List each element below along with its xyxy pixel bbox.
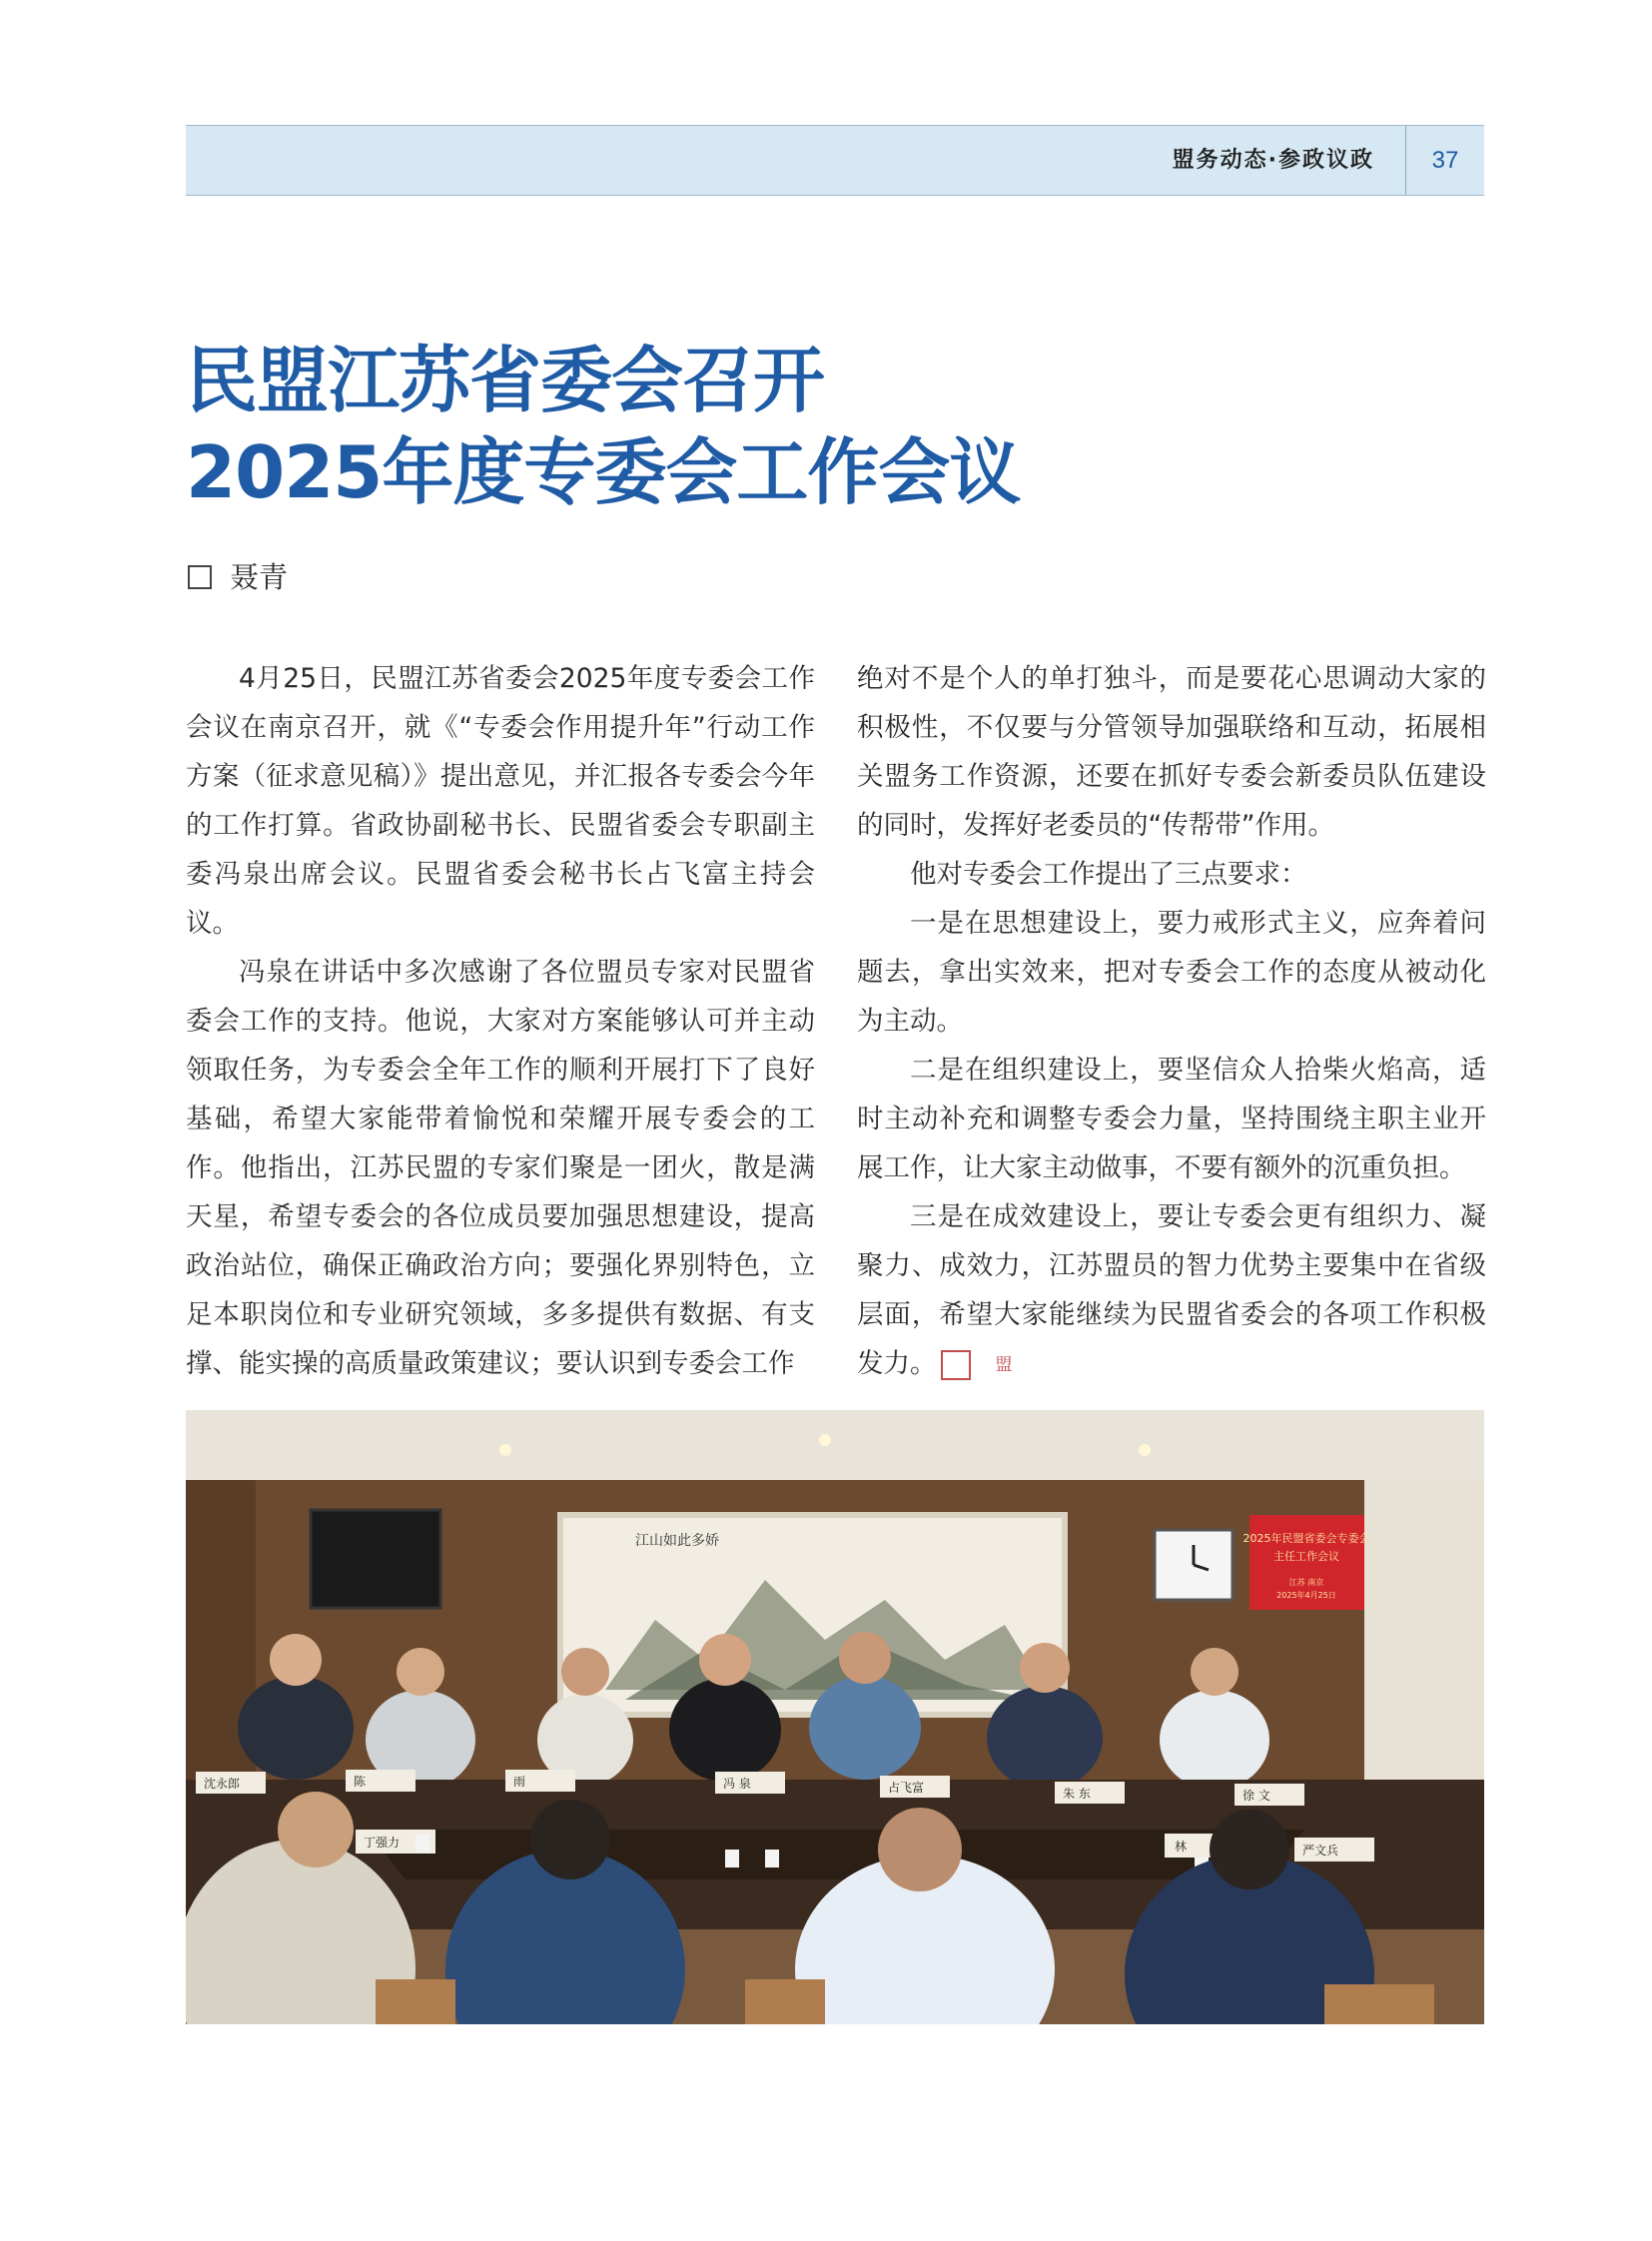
meeting-photo xyxy=(186,1410,1484,2024)
meeting-photo-illustration xyxy=(186,1410,1484,2024)
paragraph: 他对专委会工作提出了三点要求： xyxy=(910,859,1307,890)
painting-calligraphy: 江山如此多娇 xyxy=(635,1533,719,1549)
banner-line-4: 2025年4月25日 xyxy=(1276,1591,1336,1600)
paragraph: 冯泉在讲话中多次感谢了各位盟员专家对民盟省委会工作的支持。他说，大家对方案能够认可并主动领取任务，为专委会全年工作的顺利开展打下了良好基础，希望大家能带着愉悦和荣耀开展专委会的工作。他指出，江苏民盟的专家们聚是一团火，散是满天星，希望专委会的各位成员要加强思想建设，提高政治站位，确保正确政治方向；要强化界别特色，立足本职岗位和专业研究领域，多多提供有数据、有支撑、能实操的高质量政策建议；要认识到专委会工作 xyxy=(186,957,815,1379)
paragraph-text: 三是在成效建设上，要让专委会更有组织力、凝聚力、成效力，江苏盟员的智力优势主要集中在省级层面，希望大家能继续为民盟省委会的各项工作积极发力。 xyxy=(857,1201,1486,1379)
section-label: 盟务动态·参政议政 xyxy=(1172,148,1374,173)
ceiling-light-icon xyxy=(499,1444,511,1456)
name-card-text: 陈 xyxy=(354,1775,367,1789)
name-card-text: 林 xyxy=(1175,1840,1188,1854)
name-card-text: 雨 xyxy=(513,1775,526,1789)
title-line-2: 2025年度专委会工作会议 xyxy=(186,430,1021,514)
right-wall xyxy=(1364,1480,1484,1810)
article-title xyxy=(186,335,1384,518)
ceiling xyxy=(186,1410,1484,1480)
name-card-text: 占飞富 xyxy=(888,1781,925,1795)
paragraph: 一是在思想建设上，要力戒形式主义，应奔着问题去，拿出实效来，把对专委会工作的态度从被动化为主动。 xyxy=(857,908,1486,1037)
paragraph: 绝对不是个人的单打独斗，而是要花心思调动大家的积极性，不仅要与分管领导加强联络和互动，拓展相关盟务工作资源，还要在抓好专委会新委员队伍建设的同时，发挥好老委员的“传帮带”作用。 xyxy=(857,663,1486,841)
banner-line-3: 江苏 南京 xyxy=(1288,1578,1324,1587)
paragraph-last xyxy=(857,1192,1486,1388)
name-card-text: 徐 文 xyxy=(1242,1789,1270,1803)
name-card-text: 沈永郎 xyxy=(204,1777,241,1791)
banner-line-1: 2025年民盟省委会专委会 xyxy=(1242,1532,1370,1545)
banner-line-2: 主任工作会议 xyxy=(1273,1550,1339,1563)
page-number: 37 xyxy=(1431,147,1459,174)
author-name: 聂青 xyxy=(230,560,289,594)
tv-screen xyxy=(311,1510,440,1608)
name-card-text: 冯 泉 xyxy=(723,1777,751,1791)
name-card-text: 丁强力 xyxy=(364,1836,401,1850)
byline-box-icon xyxy=(188,565,212,589)
ceiling-light-icon xyxy=(819,1434,831,1446)
page-header xyxy=(186,125,1484,196)
paragraph: 二是在组织建设上，要坚信众人拾柴火焰高，适时主动补充和调整专委会力量，坚持围绕主职主业开展工作，让大家主动做事，不要有额外的沉重负担。 xyxy=(857,1055,1486,1183)
name-card-text: 严文兵 xyxy=(1302,1844,1339,1858)
end-seal-icon: 盟 xyxy=(941,1350,971,1380)
name-card-text: 朱 东 xyxy=(1063,1787,1091,1801)
text-column-left xyxy=(186,654,815,1388)
ceiling-light-icon xyxy=(1139,1444,1151,1456)
paragraph: 4月25日，民盟江苏省委会2025年度专委会工作会议在南京召开，就《“专委会作用提升年”行动工作方案（征求意见稿）》提出意见，并汇报各专委会今年的工作打算。省政协副秘书长、民盟省委会专职副主委冯泉出席会议。民盟省委会秘书长占飞富主持会议。 xyxy=(186,663,815,939)
wall-panel xyxy=(186,1480,256,1810)
text-column-right xyxy=(857,654,1486,1388)
byline xyxy=(188,557,288,597)
title-line-1: 民盟江苏省委会召开 xyxy=(186,339,825,422)
